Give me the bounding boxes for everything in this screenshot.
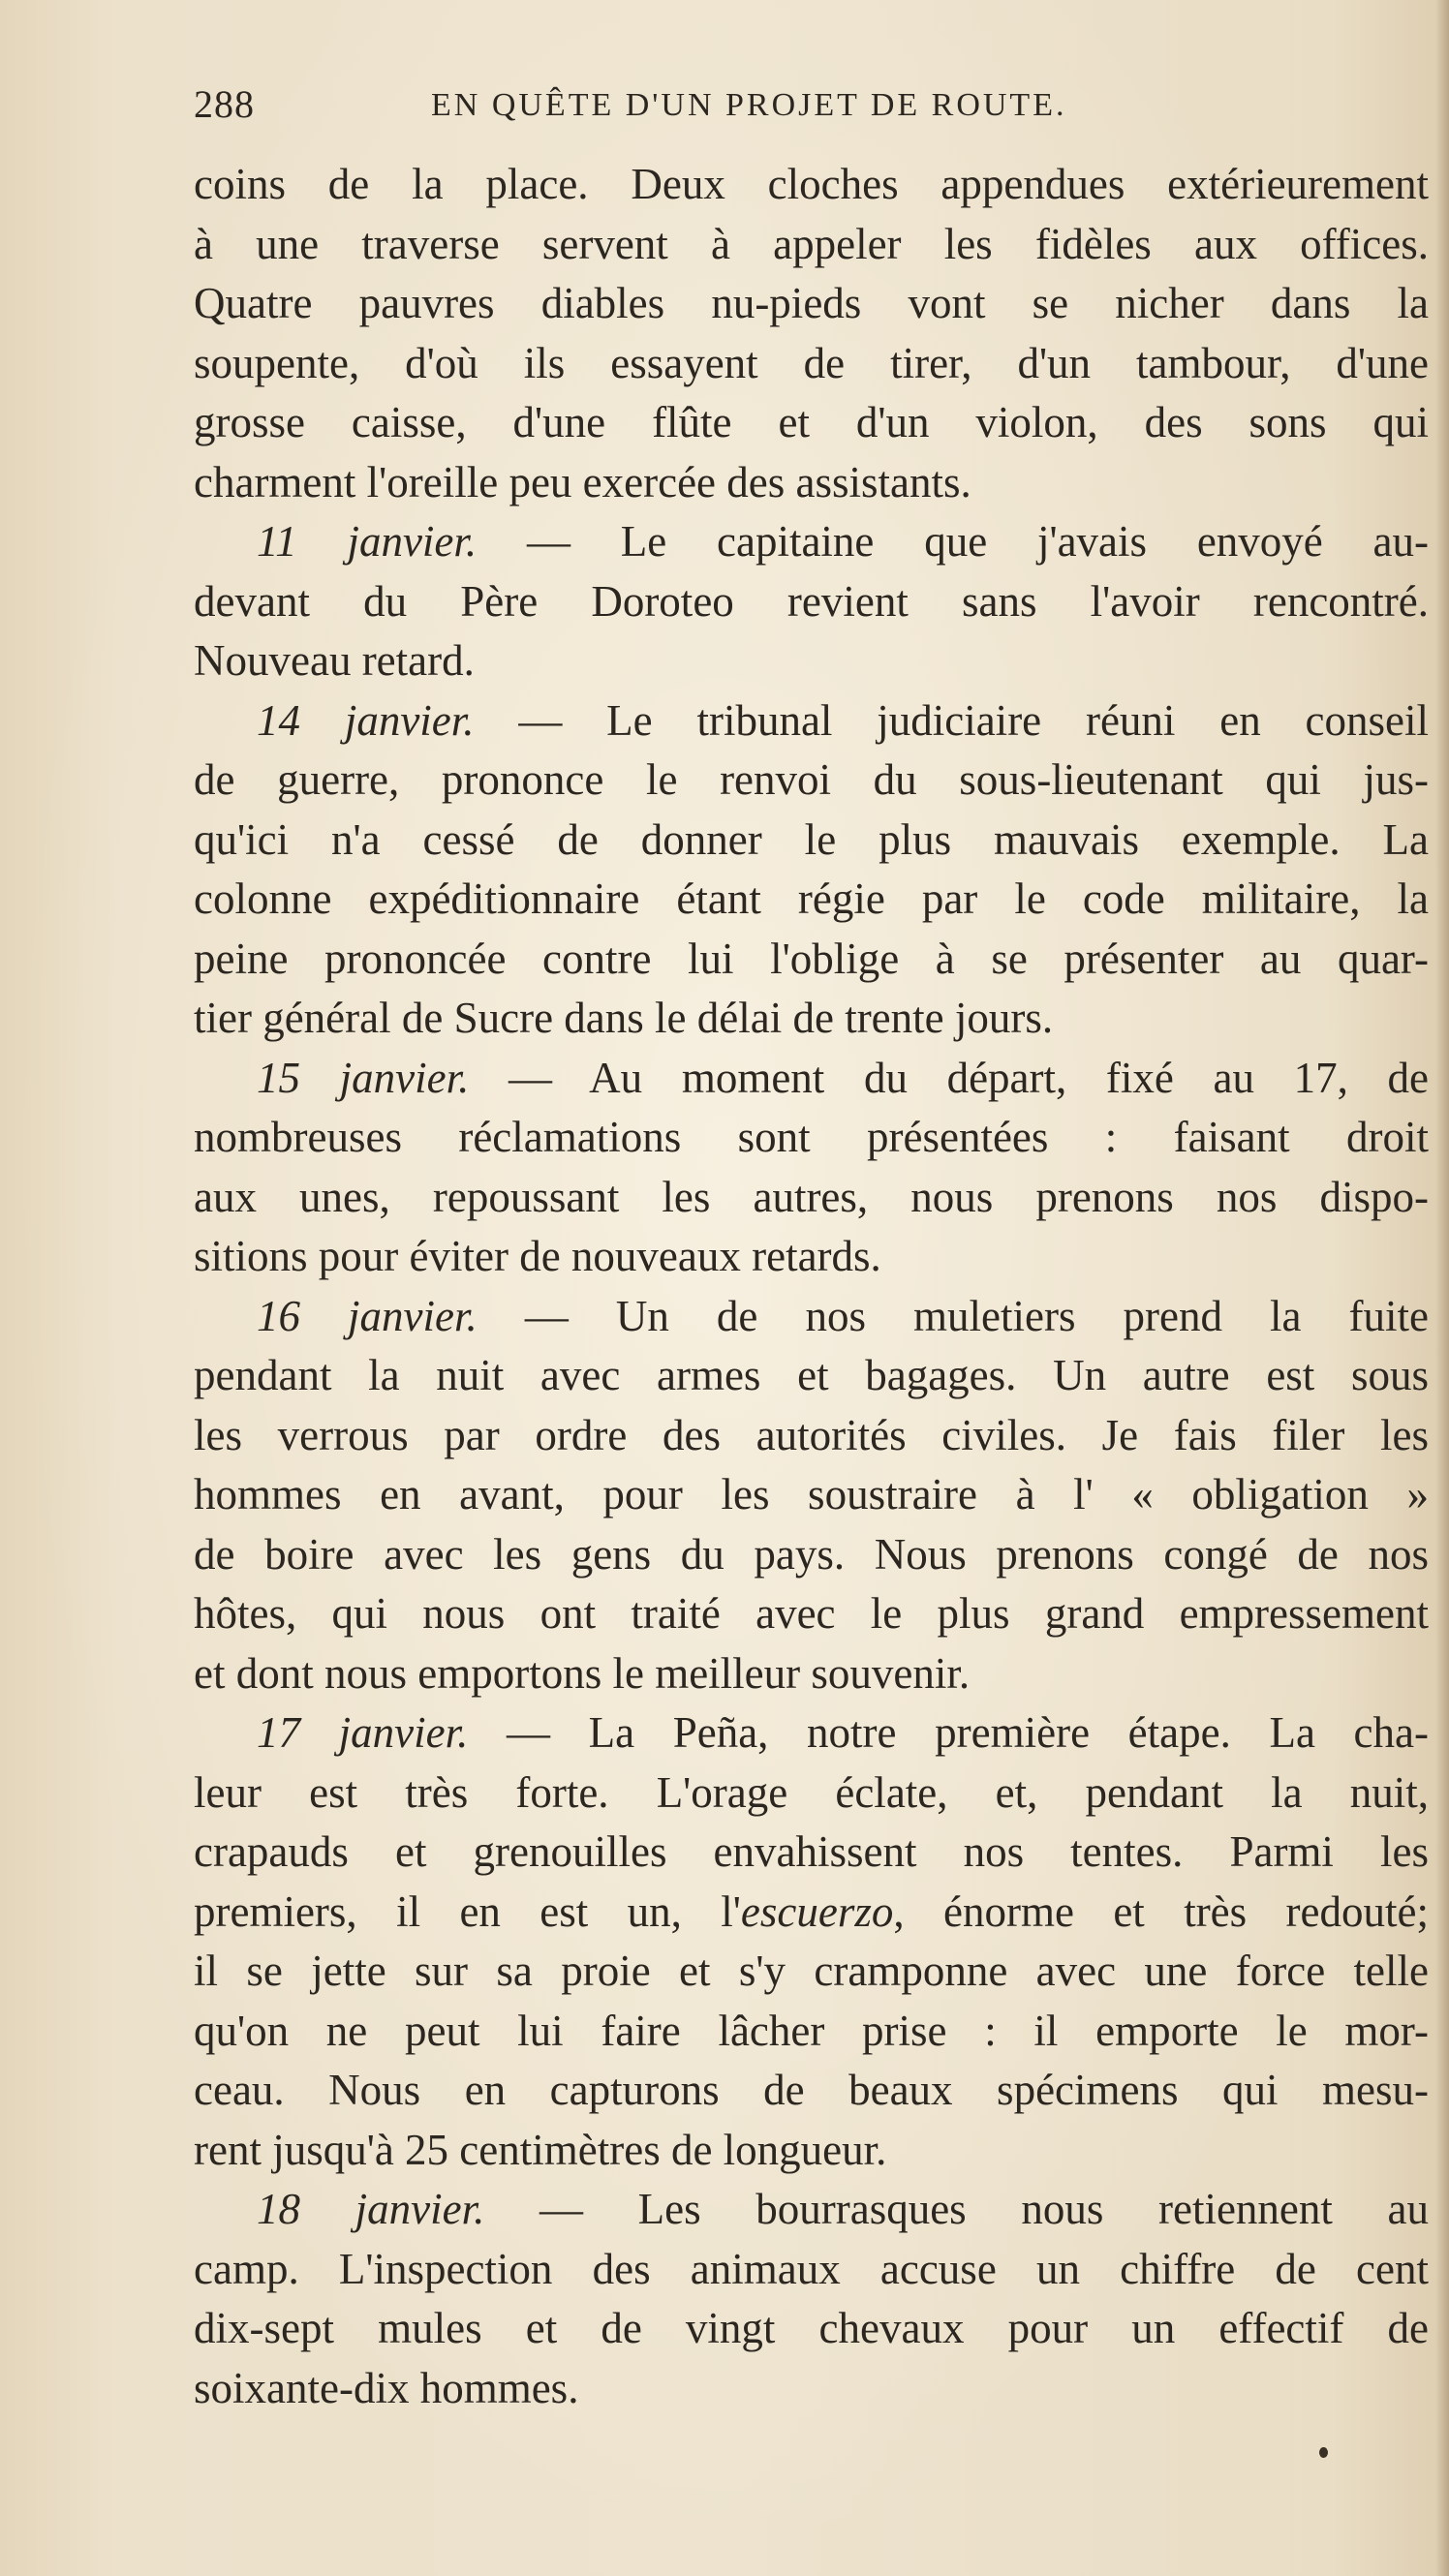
text-line (194, 1049, 1429, 1109)
line-text: et dont nous emportons le meilleur souvenir. (194, 1648, 971, 1698)
line-text: de boire avec les gens du pays. Nous prenons congé de nos (194, 1529, 1429, 1579)
line-text: — Les bourrasques nous retiennent au (484, 2185, 1429, 2233)
line-text: coins de la place. Deux cloches appendues extérieurement (194, 160, 1429, 208)
text-line (194, 2240, 1429, 2300)
text-line (194, 1227, 1429, 1287)
entry-date: 18 janvier. (257, 2185, 485, 2233)
text-line (194, 1703, 1429, 1763)
text-line (194, 453, 1429, 513)
text-line (194, 989, 1429, 1049)
line-text: de guerre, prononce le renvoi du sous-lieutenant qui jus- (194, 755, 1429, 804)
text-line (194, 2180, 1429, 2240)
text-line (194, 1406, 1429, 1466)
text-line (194, 334, 1429, 394)
entry-date: 14 janvier. (257, 695, 475, 745)
line-text: les verrous par ordre des autorités civiles. Je fais filer les (194, 1410, 1429, 1459)
text-line (194, 1584, 1429, 1644)
text-line (194, 1942, 1429, 2002)
line-text: leur est très forte. L'orage éclate, et, pendant la nuit, (194, 1767, 1429, 1817)
text-line (194, 1465, 1429, 1525)
line-text: soixante-dix hommes. (194, 2363, 579, 2412)
line-text: aux unes, repoussant les autres, nous prenons nos dispo- (194, 1172, 1429, 1221)
ink-spot (1319, 2447, 1328, 2458)
text-line (194, 155, 1429, 215)
text-line (194, 1525, 1429, 1585)
text-line (194, 930, 1429, 990)
text-line (194, 1108, 1429, 1168)
line-text: devant du Père Doroteo revient sans l'avoir rencontré. (194, 576, 1429, 626)
line-text: colonne expéditionnaire étant régie par le code militaire, la (194, 874, 1429, 923)
line-text: à une traverse servent à appeler les fidèles aux offices. (194, 219, 1429, 268)
line-text: charment l'oreille peu exercée des assistants. (194, 457, 971, 506)
page-number: 288 (194, 82, 255, 126)
line-text: — Le tribunal judiciaire réuni en conseil (474, 695, 1429, 745)
text-line (194, 2002, 1429, 2062)
line-text: soupente, d'où ils essayent de tirer, d'un tambour, d'une (194, 338, 1429, 387)
text-line (194, 512, 1429, 572)
text-line (194, 393, 1429, 453)
text-line (194, 691, 1429, 751)
text-line (194, 631, 1429, 691)
line-text: — Au moment du départ, fixé au 17, de (469, 1053, 1429, 1102)
entry-date: 16 janvier. (257, 1291, 478, 1340)
italic-term: escuerzo (740, 1886, 894, 1936)
line-text: , énorme et très redouté; (893, 1886, 1429, 1936)
text-line (194, 2121, 1429, 2181)
line-text: hôtes, qui nous ont traité avec le plus grand empressement (194, 1589, 1429, 1638)
line-text: rent jusqu'à 25 centimètres de longueur. (194, 2125, 887, 2174)
text-line (194, 215, 1429, 275)
line-text: ceau. Nous en capturons de beaux spécimens qui mesu- (194, 2066, 1429, 2114)
line-text: qu'on ne peut lui faire lâcher prise : il emporte le mor- (194, 2006, 1429, 2055)
line-text-pre: premiers, il en est un, l' (194, 1886, 741, 1936)
line-text: camp. L'inspection des animaux accuse un chiffre de cent (194, 2244, 1429, 2293)
line-text: hommes en avant, pour les soustraire à l' « obligation » (194, 1470, 1429, 1518)
line-text: tier général de Sucre dans le délai de trente jours. (194, 994, 1054, 1042)
text-line (194, 1644, 1429, 1704)
line-text: grosse caisse, d'une flûte et d'un violon, des sons qui (194, 398, 1429, 446)
running-title: EN QUÊTE D'UN PROJET DE ROUTE. (431, 87, 1067, 123)
text-line (194, 1287, 1429, 1347)
line-text: — Un de nos muletiers prend la fuite (477, 1291, 1429, 1340)
text-line (194, 274, 1429, 334)
text-line (194, 2359, 1429, 2419)
text-line (194, 751, 1429, 811)
line-text: Nouveau retard. (194, 636, 475, 685)
line-text: pendant la nuit avec armes et bagages. Un autre est sous (194, 1351, 1429, 1399)
text-line (194, 1883, 1429, 1943)
line-text: crapauds et grenouilles envahissent nos tentes. Parmi les (194, 1827, 1429, 1876)
text-line (194, 1346, 1429, 1406)
body-text (194, 155, 1429, 2418)
line-text: sitions pour éviter de nouveaux retards. (194, 1232, 881, 1280)
page-edge-shadow (1435, 0, 1449, 2576)
line-text: Quatre pauvres diables nu-pieds vont se nicher dans la (194, 279, 1429, 327)
line-text: nombreuses réclamations sont présentées : faisant droit (194, 1113, 1429, 1161)
line-text: peine prononcée contre lui l'oblige à se présenter au quar- (194, 934, 1429, 983)
text-line (194, 811, 1429, 871)
entry-date: 15 janvier. (257, 1053, 470, 1102)
running-head (194, 81, 1429, 139)
text-line (194, 2299, 1429, 2359)
line-text: — Le capitaine que j'avais envoyé au- (477, 517, 1429, 566)
entry-date: 11 janvier. (257, 517, 478, 566)
line-text: il se jette sur sa proie et s'y cramponne avec une force telle (194, 1947, 1429, 1995)
text-line (194, 870, 1429, 930)
line-text: — La Peña, notre première étape. La cha- (468, 1708, 1429, 1757)
text-line (194, 2061, 1429, 2121)
text-line (194, 1763, 1429, 1824)
text-line (194, 572, 1429, 632)
text-line (194, 1823, 1429, 1883)
text-line (194, 1168, 1429, 1228)
line-text: dix-sept mules et de vingt chevaux pour un effectif de (194, 2304, 1429, 2352)
line-text: qu'ici n'a cessé de donner le plus mauvais exemple. La (194, 814, 1429, 864)
entry-date: 17 janvier. (257, 1708, 469, 1757)
